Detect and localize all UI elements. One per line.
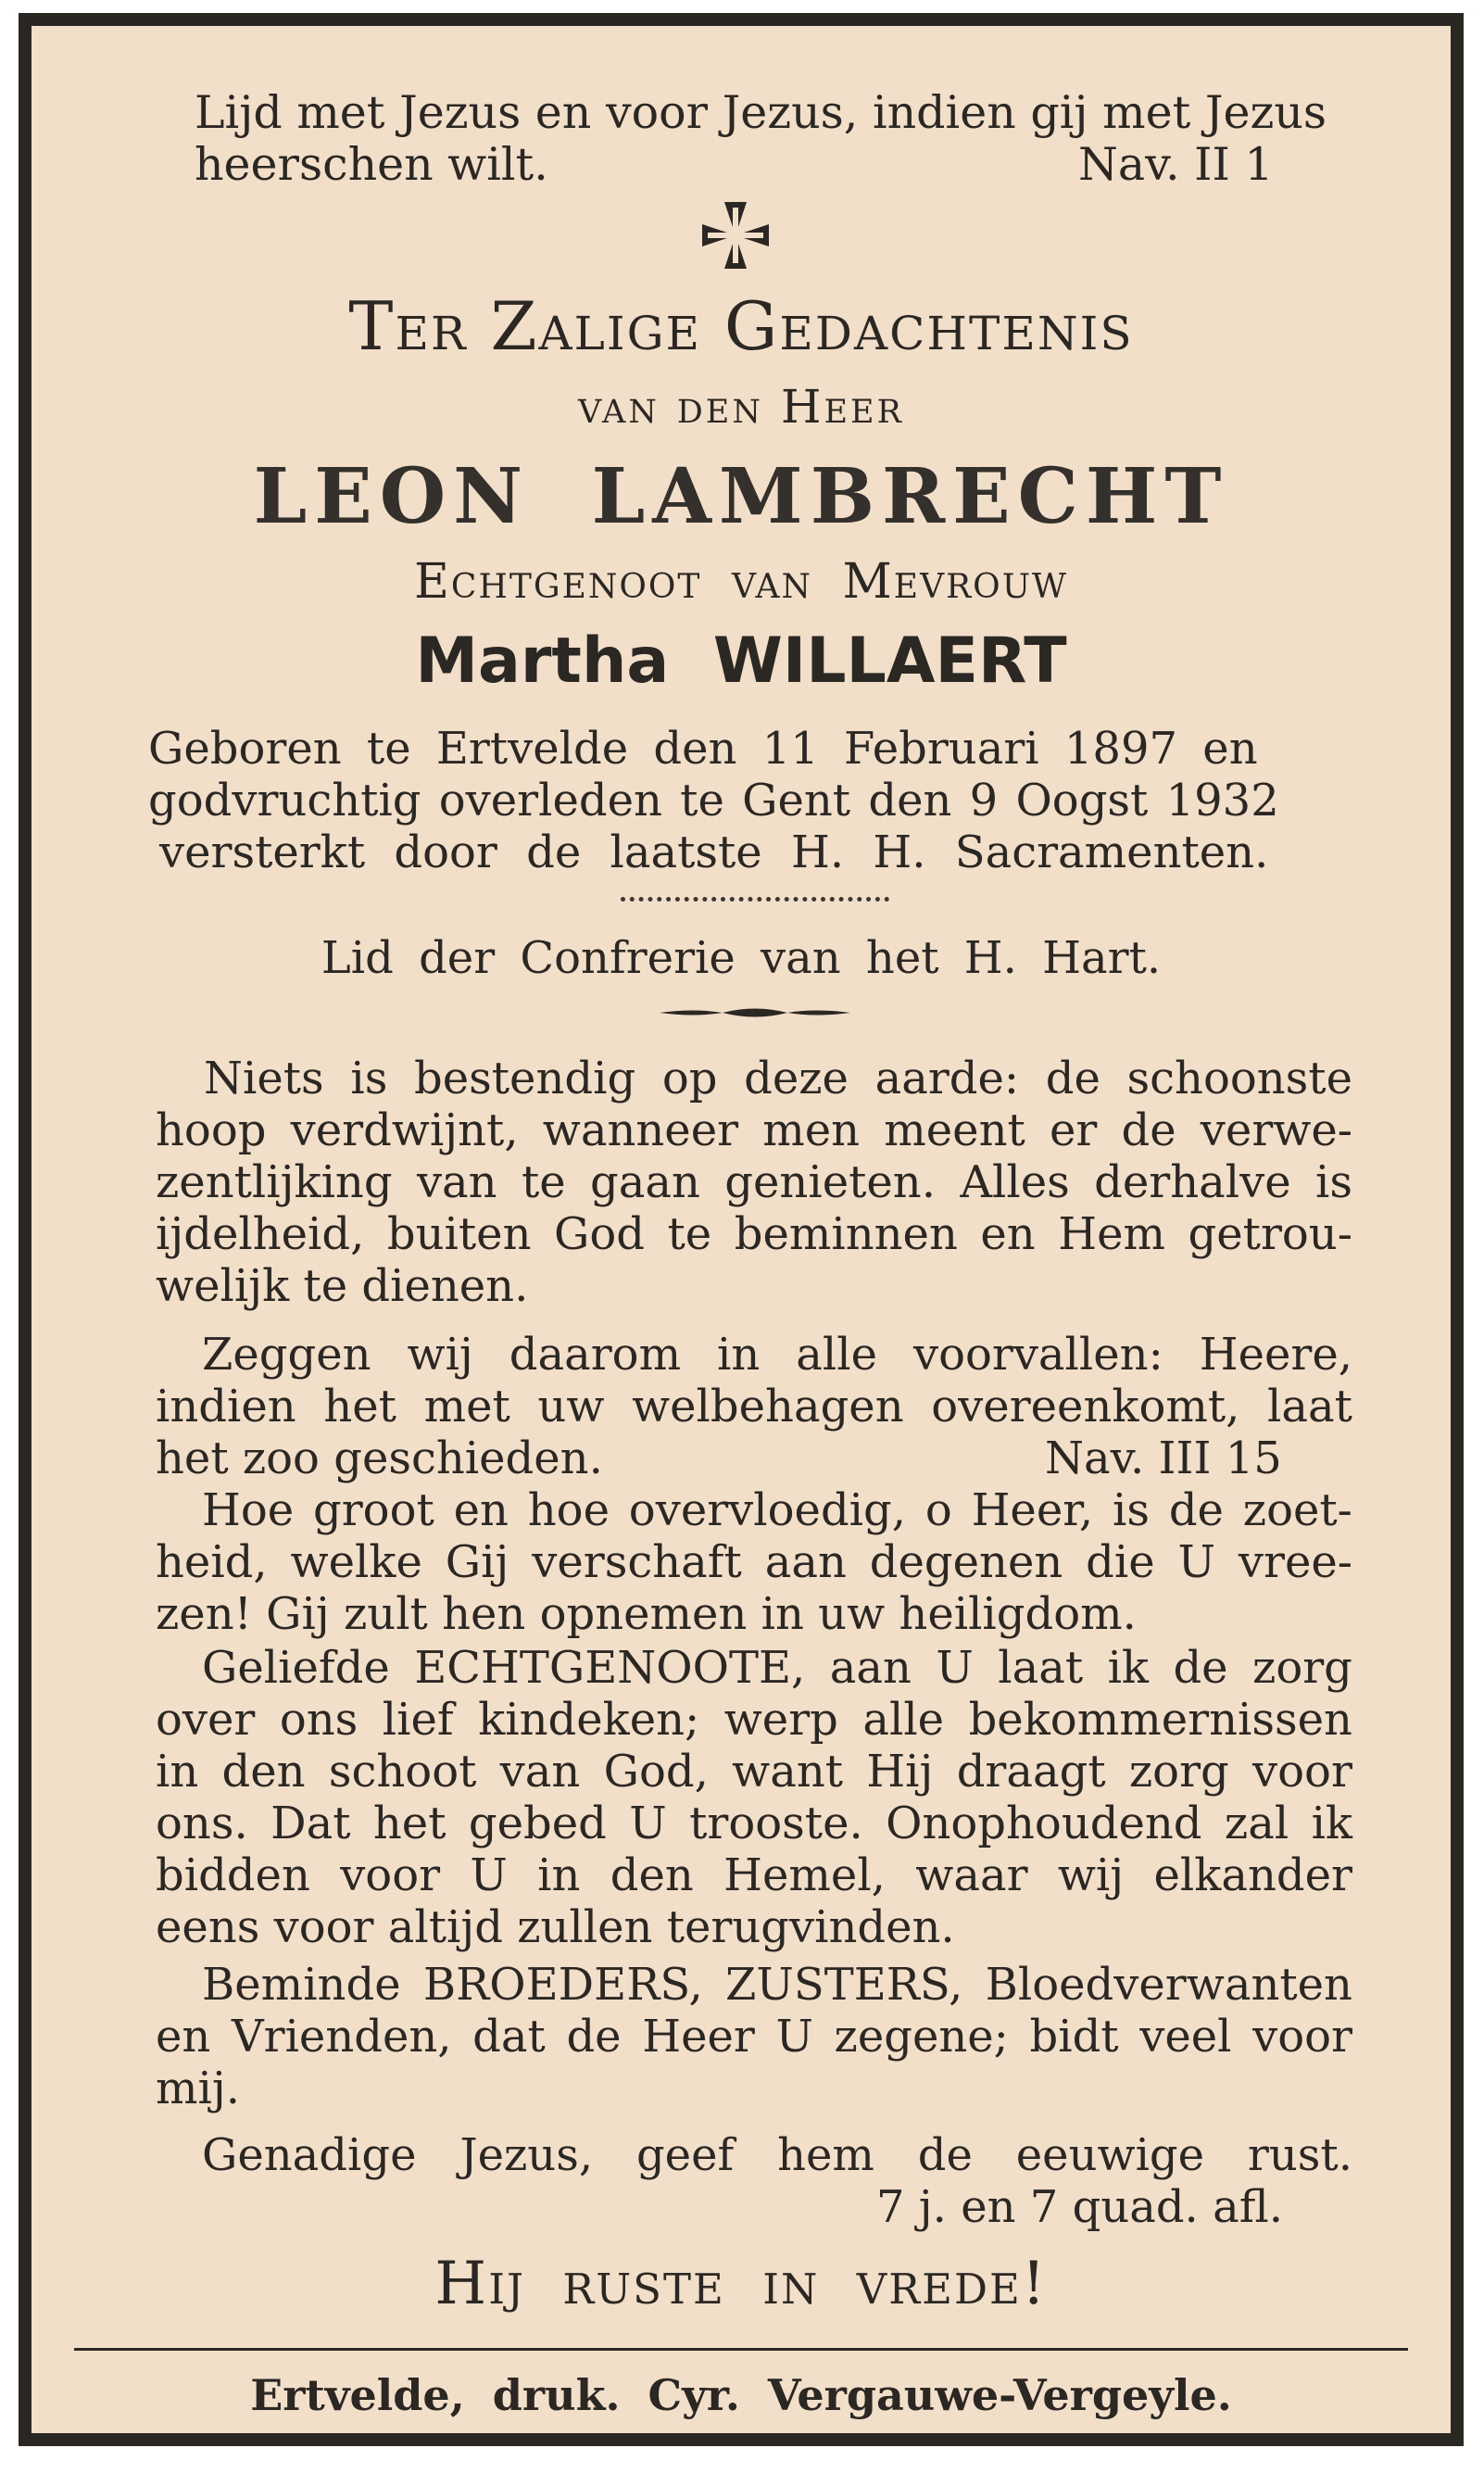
epigraph-line-2: heerschen wilt. (195, 138, 548, 191)
p4-line-5: bidden voor U in den Hemel, waar wij elkander (156, 1849, 1352, 1901)
title-line-2: van den Heer (578, 380, 904, 434)
p5-line-2: en Vrienden, dat de Heer U zegene; bidt veel voor (156, 2011, 1352, 2063)
closing-line: Hij ruste in vrede! (434, 2250, 1048, 2318)
footer-rule (74, 2348, 1408, 2351)
p6-line-1: Genadige Jezus, geef hem de eeuwige rust. (202, 2129, 1352, 2181)
cross-pattee-icon (698, 198, 773, 272)
p1-line-1: Niets is bestendig op deze aarde: de schoonste (204, 1053, 1352, 1104)
dates-line-3: versterkt door de laatste H. H. Sacramenten. (159, 826, 1269, 878)
dates-line-2: godvruchtig overleden te Gent den 9 Oogst 1932 (148, 775, 1279, 826)
dotted-divider (621, 897, 889, 902)
p3-line-3: zen! Gij zult hen opnemen in uw heiligdom. (156, 1588, 1137, 1640)
p1-line-3: zentlijking van te gaan genieten. Alles derhalve is (156, 1156, 1352, 1208)
p1-line-2: hoop verdwijnt, wanneer men meent er de verwe- (156, 1104, 1352, 1156)
spouse-name: Martha WILLAERT (415, 625, 1067, 698)
p2-line-2: indien het met uw welbehagen overeenkomt, laat (156, 1381, 1352, 1432)
spouse-label: Echtgenoot van Mevrouw (413, 554, 1069, 610)
p3-line-1: Hoe groot en hoe overvloedig, o Heer, is de zoet- (202, 1484, 1352, 1536)
p5-line-1: Beminde BROEDERS, ZUSTERS, Bloedverwanten (202, 1959, 1352, 2011)
p4-line-6: eens voor altijd zullen terugvinden. (156, 1901, 955, 1953)
p4-line-2: over ons lief kindeken; werp alle bekommernissen (156, 1694, 1352, 1746)
title-line-1: Ter Zalige Gedachtenis (348, 287, 1134, 365)
p2-line-1: Zeggen wij daarom in alle voorvallen: Heere, (202, 1329, 1352, 1381)
p3-line-2: heid, welke Gij verschaft aan degenen die U vree- (156, 1536, 1352, 1588)
p4-line-1: Geliefde ECHTGENOOTE, aan U laat ik de zorg (202, 1642, 1352, 1694)
p2-line-3: het zoo geschieden. (156, 1432, 603, 1484)
indulgence: 7 j. en 7 quad. afl. (876, 2181, 1283, 2233)
memorial-card (19, 13, 1464, 2446)
printer-line: Ertvelde, druk. Cyr. Vergauwe-Vergeyle. (250, 2370, 1232, 2420)
ornament-divider (658, 1003, 852, 1023)
membership: Lid der Confrerie van het H. Hart. (321, 932, 1162, 984)
p1-line-5: welijk te dienen. (156, 1260, 529, 1312)
p4-line-3: in den schoot van God, want Hij draagt zorg voor (156, 1746, 1352, 1798)
p2-reference: Nav. III 15 (1045, 1432, 1282, 1484)
epigraph-reference: Nav. II 1 (1078, 138, 1274, 191)
epigraph-line-1: Lijd met Jezus en voor Jezus, indien gij met Jezus (195, 86, 1327, 139)
p5-line-3: mij. (156, 2063, 241, 2114)
deceased-name: LEON LAMBRECHT (253, 452, 1229, 541)
p4-line-4: ons. Dat het gebed U trooste. Onophoudend zal ik (156, 1798, 1352, 1849)
dates-line-1: Geboren te Ertvelde den 11 Februari 1897 en (148, 723, 1258, 775)
p1-line-4: ijdelheid, buiten God te beminnen en Hem getrou- (156, 1208, 1352, 1260)
